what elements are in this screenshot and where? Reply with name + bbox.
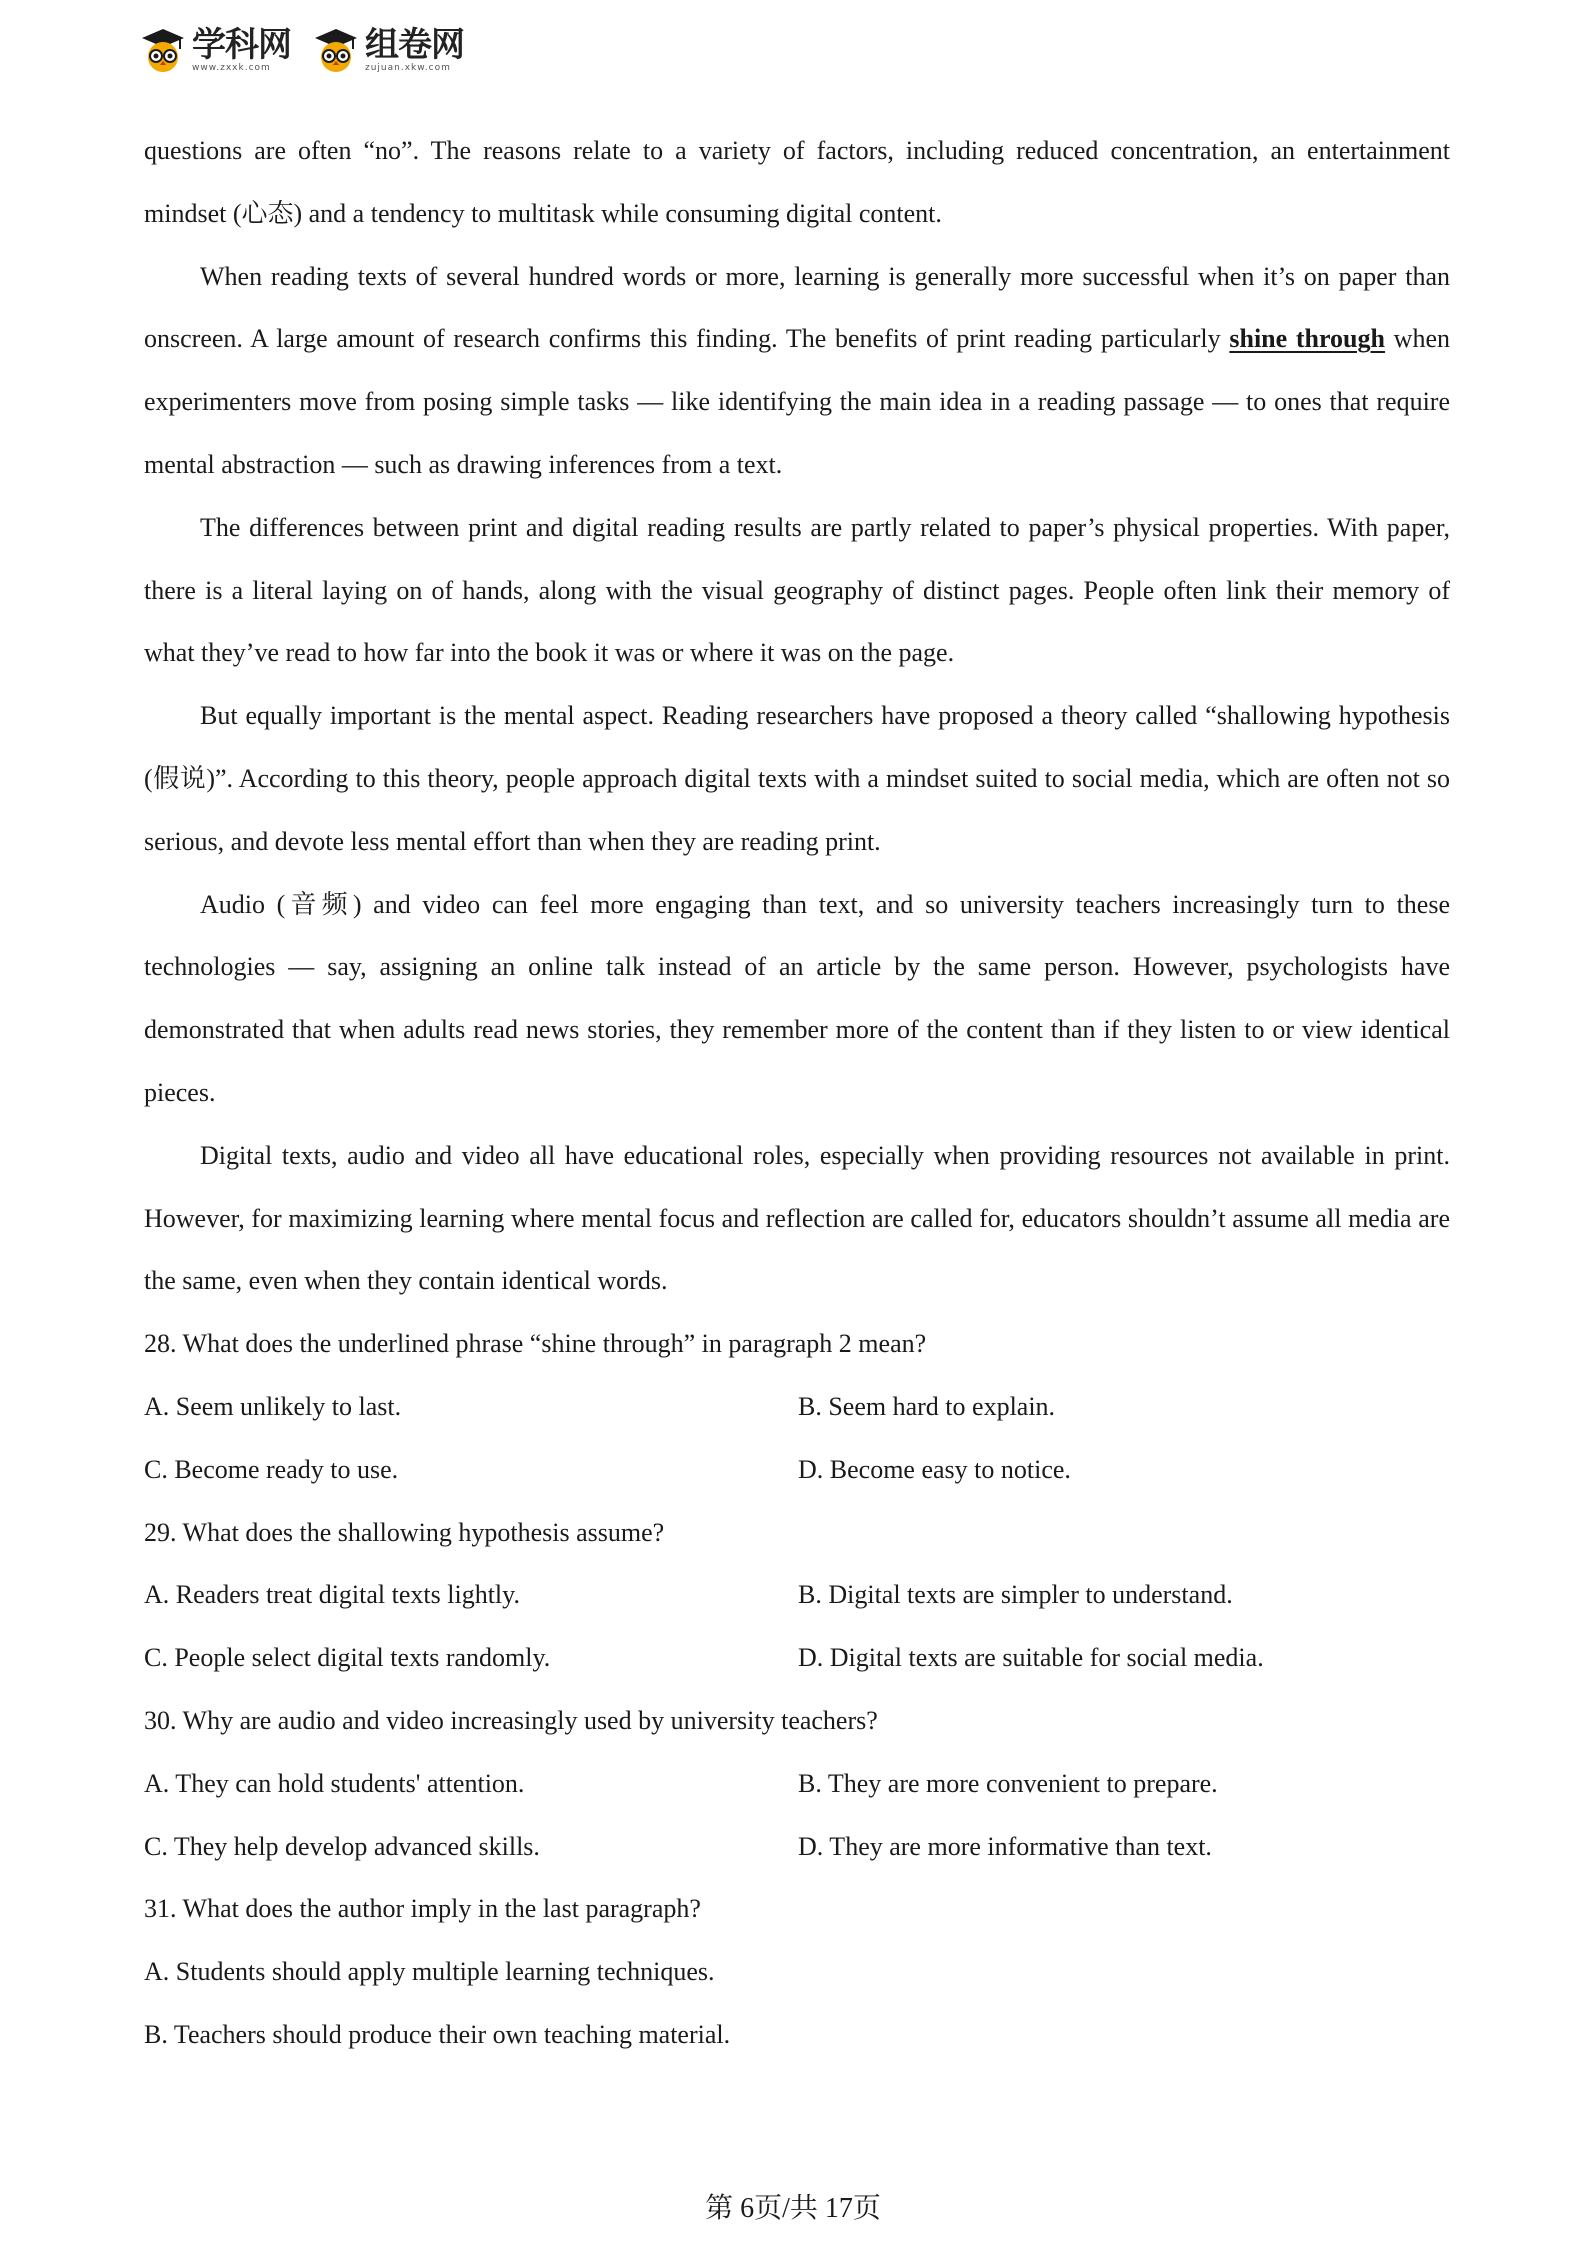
brand-url: zujuan.xkw.com [365, 62, 451, 73]
brand-xuekewang [140, 24, 291, 73]
brand-name: 组卷网 [365, 24, 464, 65]
question-options [144, 1376, 1450, 1502]
option-c[interactable]: C. Become ready to use. [144, 1454, 399, 1484]
owl-logo-icon [313, 27, 359, 73]
question-30 [144, 1690, 1450, 1878]
page-header [140, 22, 464, 78]
question-28 [144, 1313, 1450, 1501]
question-29 [144, 1502, 1450, 1690]
question-options [144, 1564, 1450, 1690]
option-d[interactable]: D. They are more informative than text. [798, 1831, 1212, 1861]
brand-url: www.zxxk.com [192, 62, 271, 73]
option-c[interactable]: C. They help develop advanced skills. [144, 1831, 540, 1861]
question-31 [144, 1878, 1450, 2066]
question-stem: 30. Why are audio and video increasingly used by university teachers? [144, 1705, 878, 1735]
paragraph-2-text-a: When reading texts of several hundred words or more, learning is generally more successful when it’s on paper than onscreen. A large amount of research confirms this finding. The benefits of print reading particularly [144, 261, 1450, 354]
option-b[interactable]: B. They are more convenient to prepare. [798, 1768, 1218, 1798]
option-d[interactable]: D. Digital texts are suitable for social media. [798, 1643, 1264, 1673]
passage-paragraph-6: Digital texts, audio and video all have educational roles, especially when providing resources not available in print. However, for maximizing learning where mental focus and reflection are called for, educators shouldn’t assume all media are the same, even when they contain identical words. [144, 1140, 1450, 1296]
question-stem: 31. What does the author imply in the last paragraph? [144, 1894, 701, 1924]
passage-paragraph-4: But equally important is the mental aspect. Reading researchers have proposed a theory called “shallowing hypothesis (假说)”. According to this theory, people approach digital texts with a mindset suited to social media, which are often not so serious, and devote less mental effort than when they are reading print. [144, 701, 1450, 856]
passage-paragraph-5: Audio (音频) and video can feel more engaging than text, and so university teachers increasingly turn to these technologies — say, assigning an online talk instead of an article by the same person. However, psychologists have demonstrated that when adults read news stories, they remember more of the content than if they listen to or view identical pieces. [144, 889, 1450, 1107]
option-d[interactable]: D. Become easy to notice. [798, 1454, 1071, 1484]
passage-paragraph-3: The differences between print and digital reading results are partly related to paper’s physical properties. With paper, there is a literal laying on of hands, along with the visual geography of distinct pages. People often link their memory of what they’ve read to how far into the book it was or where it was on the page. [144, 512, 1450, 668]
option-b[interactable]: B. Seem hard to explain. [798, 1391, 1056, 1421]
paragraph-2-text-b: when experimenters move from posing simple tasks — like identifying the main idea in a reading passage — to ones that require mental abstraction — such as drawing inferences from a text. [144, 324, 1450, 479]
passage-paragraph-2 [144, 246, 1450, 497]
option-a[interactable]: A. They can hold students' attention. [144, 1768, 525, 1798]
owl-logo-icon [140, 27, 186, 73]
option-b[interactable]: B. Digital texts are simpler to understand. [798, 1580, 1233, 1610]
question-stem: 28. What does the underlined phrase “shine through” in paragraph 2 mean? [144, 1329, 927, 1359]
option-c[interactable]: C. People select digital texts randomly. [144, 1643, 551, 1673]
page-content [144, 120, 1450, 2067]
option-b[interactable]: B. Teachers should produce their own teaching material. [144, 2019, 731, 2049]
option-a[interactable]: A. Seem unlikely to last. [144, 1391, 402, 1421]
brand-zujuanwang [313, 24, 464, 73]
passage-paragraph-1: questions are often “no”. The reasons relate to a variety of factors, including reduced concentration, an entertainment mindset (心态) and a tendency to multitask while consuming digital content. [144, 136, 1450, 228]
question-options [144, 1753, 1450, 1879]
underlined-phrase: shine through [1229, 324, 1385, 354]
brand-name: 学科网 [192, 24, 291, 65]
option-a[interactable]: A. Readers treat digital texts lightly. [144, 1580, 520, 1610]
page-number: 第 6页/共 17页 [705, 2193, 881, 2224]
option-a[interactable]: A. Students should apply multiple learning techniques. [144, 1957, 715, 1987]
question-stem: 29. What does the shallowing hypothesis assume? [144, 1517, 665, 1547]
